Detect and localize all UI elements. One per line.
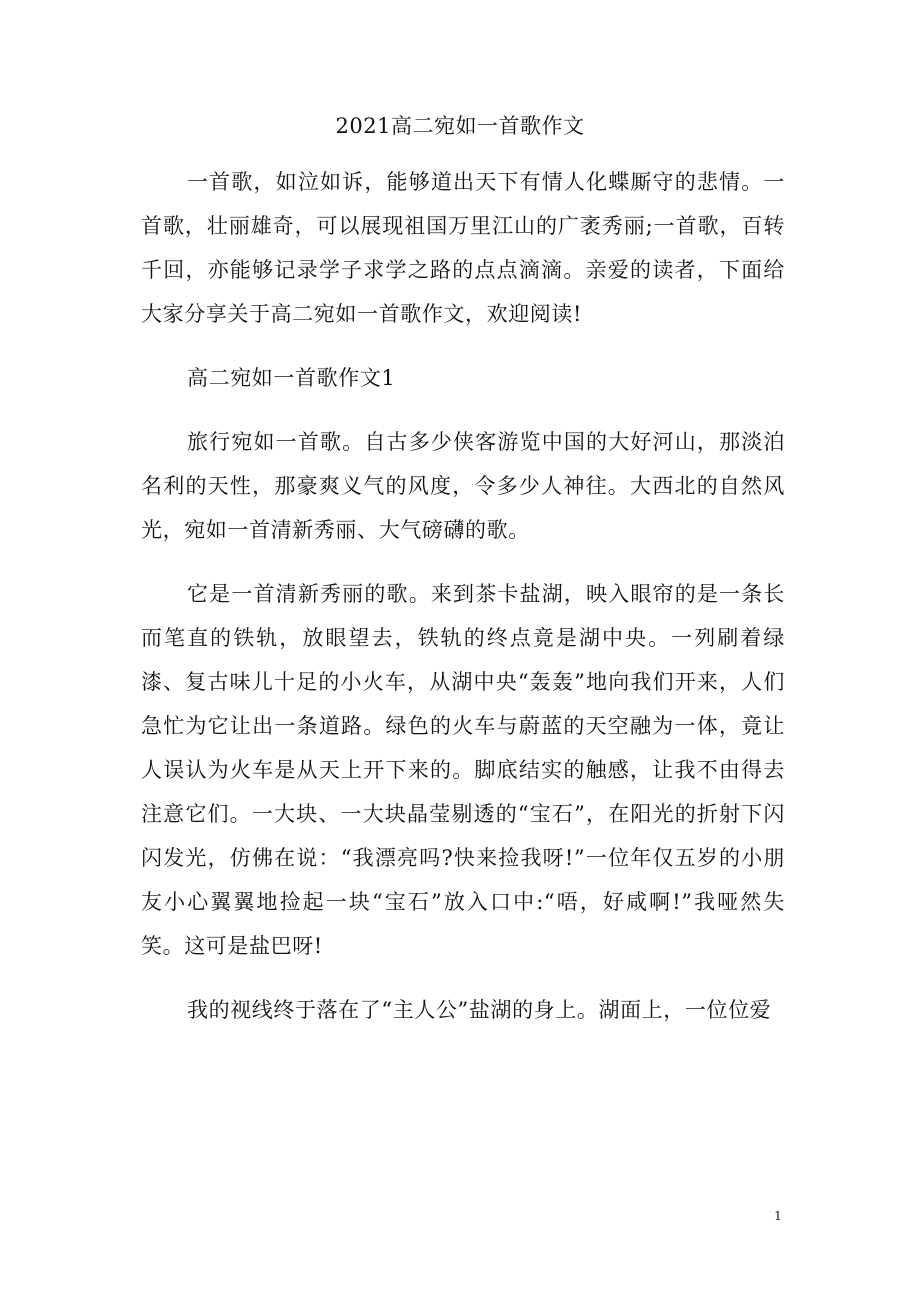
body-paragraph-1: 旅行宛如一首歌。自古多少侠客游览中国的大好河山，那淡泊名利的天性，那豪爽义气的风度，令多少人神往。大西北的自然风光，宛如一首清新秀丽、大气磅礴的歌。 [141,430,785,542]
body-paragraph-3: 我的视线终于落在了“主人公”盐湖的身上。湖面上，一位位爱 [187,998,772,1022]
document-body [141,160,785,1052]
document-title: 2021高二宛如一首歌作文 [335,114,585,138]
page-number: 1 [774,1209,782,1223]
body-paragraph-2: 它是一首清新秀丽的歌。来到茶卡盐湖，映入眼帘的是一条长而笔直的铁轨，放眼望去，铁轨的终点竟是湖中央。一列刷着绿漆、复古味儿十足的小火车，从湖中央“轰轰”地向我们开来，人们急忙为它让出一条道路。绿色的火车与蔚蓝的天空融为一体，竟让人误认为火车是从天上开下来的。脚底结实的触感，让我不由得去注意它们。一大块、一大块晶莹剔透的“宝石”，在阳光的折射下闪闪发光，仿佛在说：“我漂亮吗?快来捡我呀!”一位年仅五岁的小朋友小心翼翼地捡起一块“宝石”放入口中:“唔，好咸啊!”我哑然失笑。这可是盐巴呀! [141,582,785,958]
intro-paragraph: 一首歌，如泣如诉，能够道出天下有情人化蝶厮守的悲情。一首歌，壮丽雄奇，可以展现祖国万里江山的广袤秀丽;一首歌，百转千回，亦能够记录学子求学之路的点点滴滴。亲爱的读者，下面给大家分享关于高二宛如一首歌作文，欢迎阅读! [141,170,785,326]
section-heading: 高二宛如一首歌作文1 [187,366,396,390]
